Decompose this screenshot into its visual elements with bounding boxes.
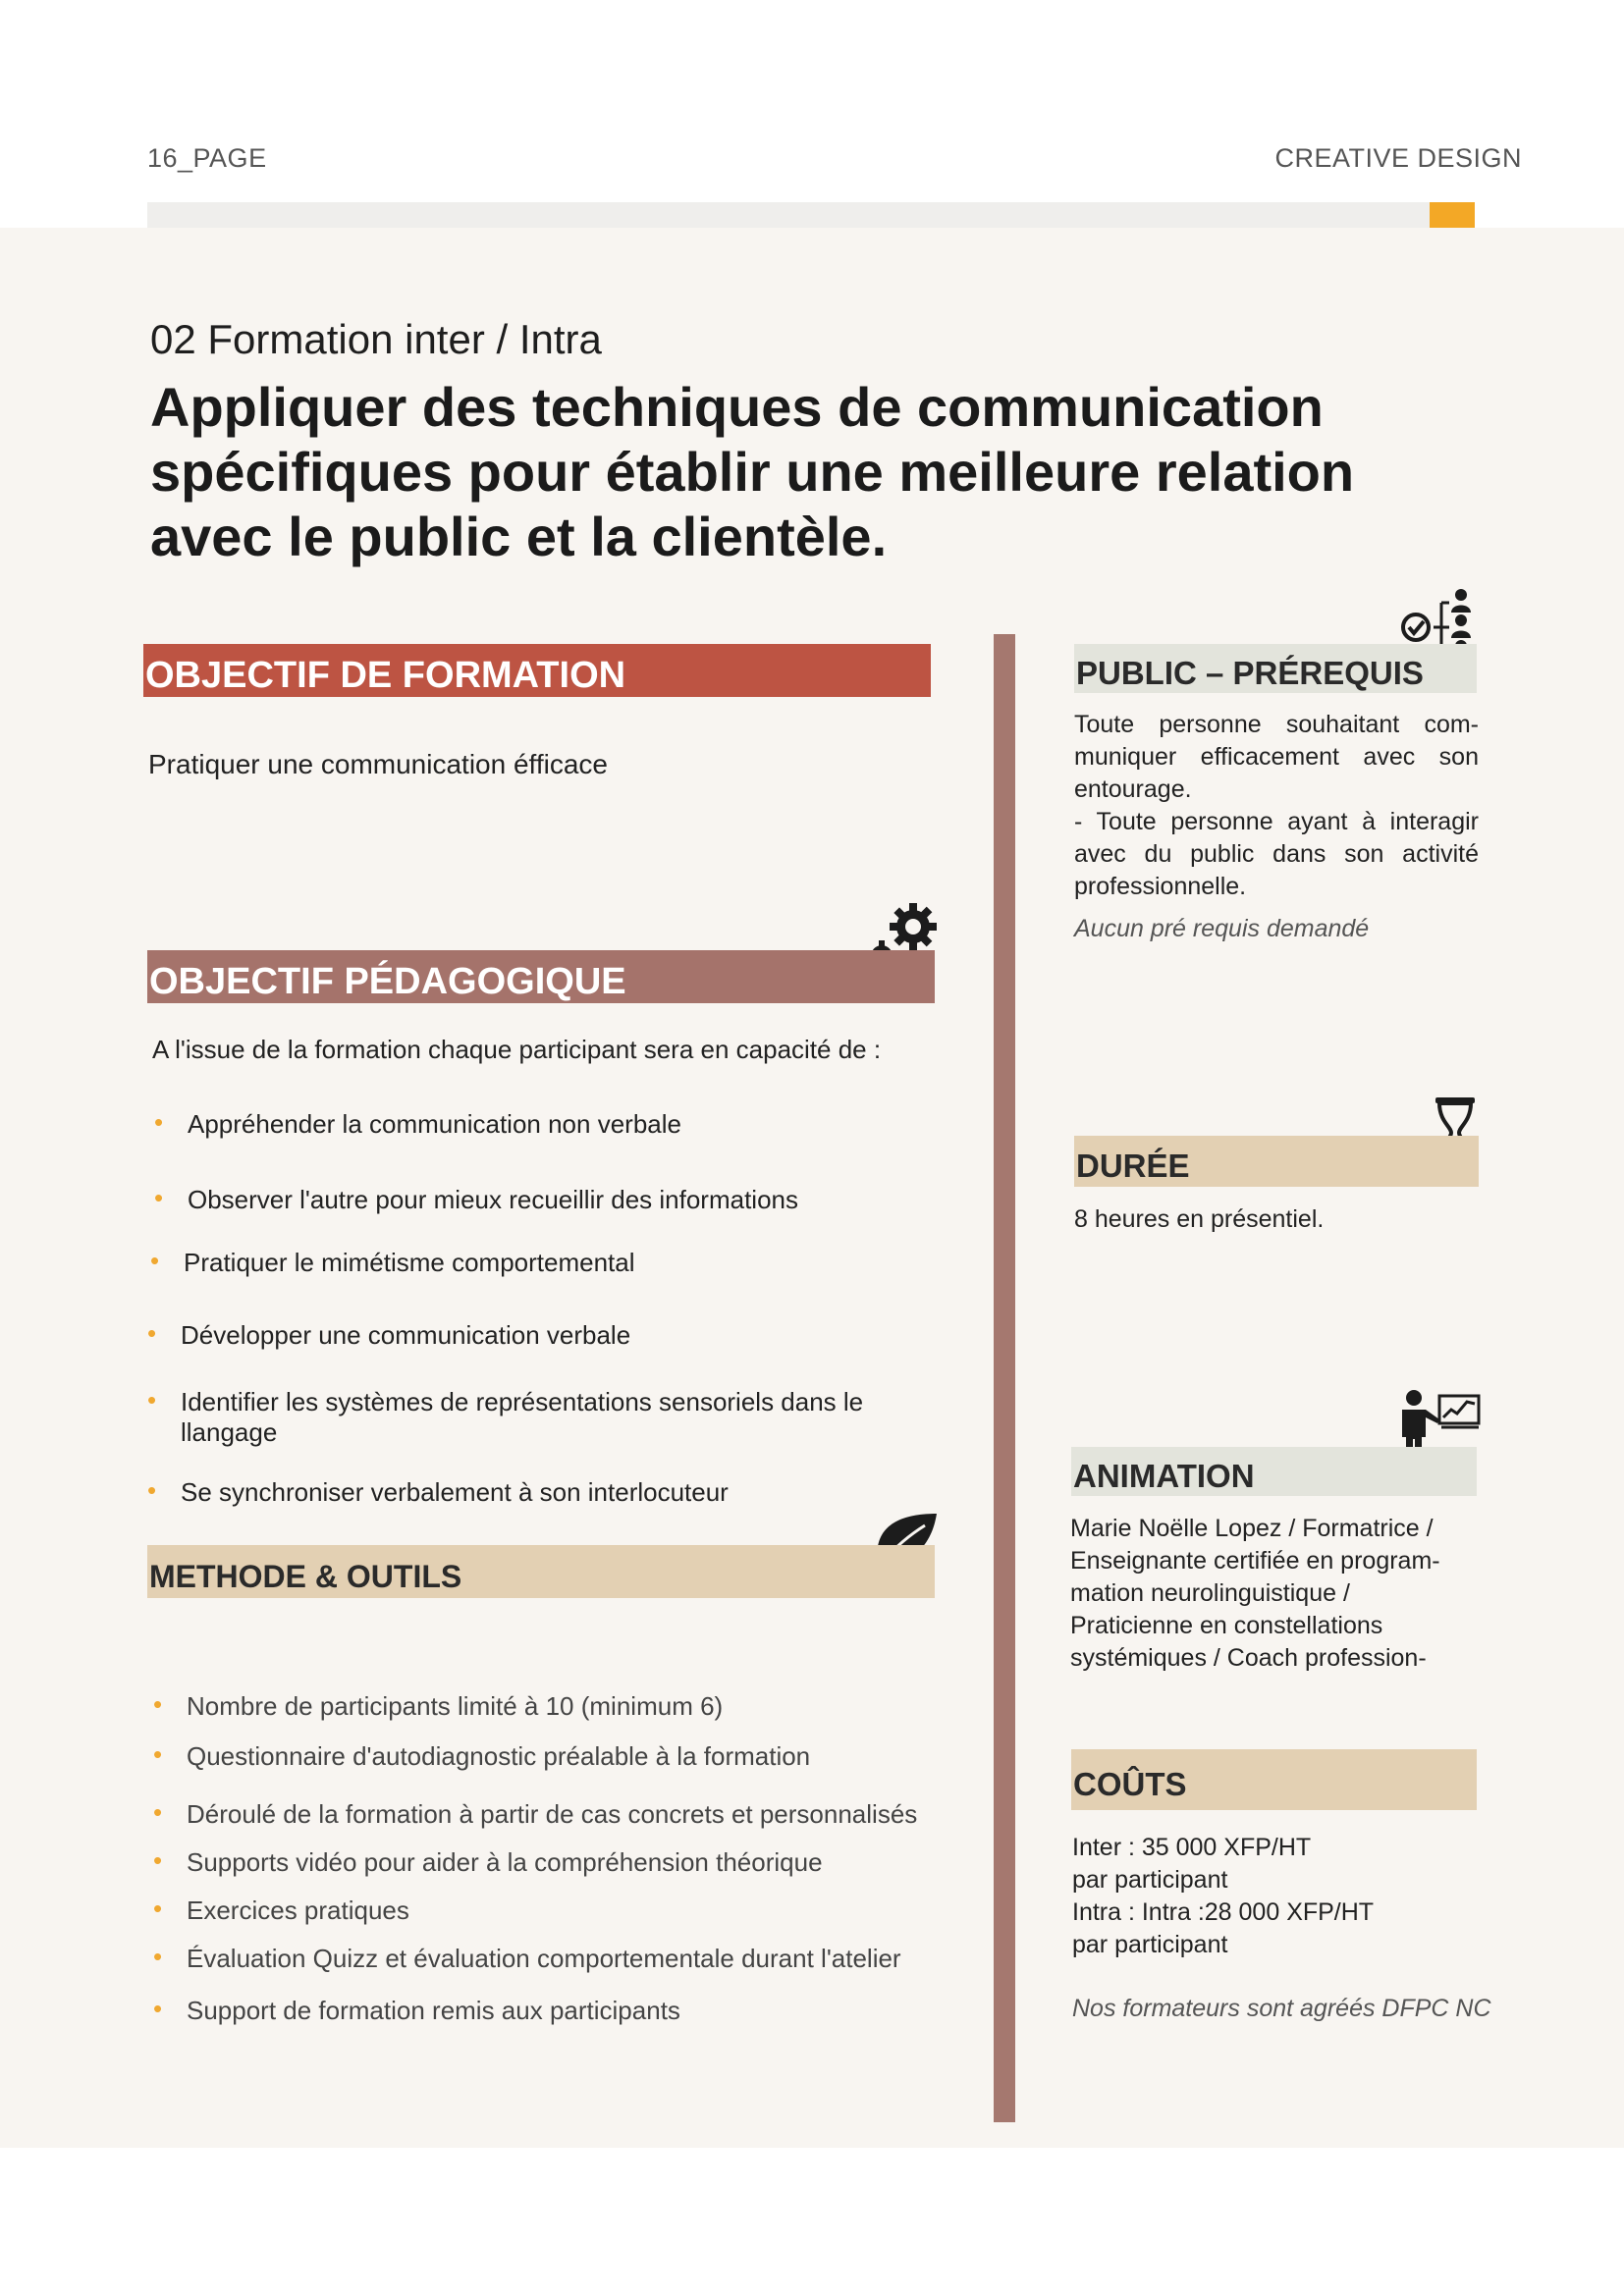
- list-item: • Supports vidéo pour aider à la compréhension théorique: [187, 1847, 823, 1878]
- public-description: [1074, 709, 1479, 945]
- couts-line: Intra : Intra :28 000 XFP/HT: [1072, 1898, 1375, 1926]
- couts-text: [1072, 1832, 1485, 1961]
- page-number: 16_PAGE: [147, 143, 267, 173]
- duree-heading: [1074, 1136, 1479, 1187]
- header-accent: [1430, 202, 1475, 228]
- objectif-formation-heading-text: OBJECTIF DE FORMATION: [145, 654, 626, 696]
- couts-heading-text: COÛTS: [1073, 1766, 1187, 1802]
- list-item: • Développer une communication verbale: [181, 1320, 630, 1351]
- list-item: • Questionnaire d'autodiagnostic préalable à la formation: [187, 1741, 810, 1772]
- couts-note: Nos formateurs sont agréés DFPC NC: [1072, 1995, 1491, 2022]
- public-line-2: - Toute personne ayant à interagir avec du public dans son activité professionnelle.: [1074, 808, 1479, 900]
- methode-outils-heading: [147, 1545, 935, 1598]
- animation-text: [1070, 1513, 1483, 1675]
- objectif-formation-heading: [143, 644, 931, 697]
- couts-line: par participant: [1072, 1866, 1228, 1894]
- list-item: • Évaluation Quizz et évaluation comportementale durant l'atelier: [187, 1944, 901, 1974]
- list-item: • Support de formation remis aux participants: [187, 1996, 680, 2026]
- running-head: CREATIVE DESIGN: [1274, 143, 1522, 173]
- list-item-text: Identifier les systèmes de représentations sensoriels dans le llangage: [181, 1387, 864, 1447]
- duree-text: 8 heures en présentiel.: [1074, 1205, 1325, 1233]
- animation-line: Enseignante certifiée en program-: [1070, 1547, 1440, 1575]
- public-prerequis-heading: [1074, 644, 1477, 693]
- list-item: • Exercices pratiques: [187, 1896, 409, 1926]
- list-item: [181, 1387, 888, 1448]
- public-note: Aucun pré requis demandé: [1074, 915, 1370, 942]
- formation-subtitle: 02 Formation inter / Intra: [150, 316, 602, 362]
- animation-line: mation neurolinguistique /: [1070, 1579, 1350, 1607]
- list-item: • Se synchroniser verbalement à son interlocuteur: [181, 1477, 729, 1508]
- methode-outils-heading-text: METHODE & OUTILS: [149, 1558, 462, 1594]
- duree-heading-text: DURÉE: [1076, 1148, 1190, 1184]
- list-item: • Nombre de participants limité à 10 (minimum 6): [187, 1691, 723, 1722]
- page-title: Appliquer des techniques de communication spécifiques pour établir une meilleure relation avec le public et la clientèle.: [150, 376, 1355, 567]
- column-divider: [994, 634, 1015, 2122]
- header-rule: [147, 202, 1430, 228]
- public-line-1: Toute personne souhaitant com-muniquer efficacement avec son entourage.: [1074, 711, 1479, 803]
- couts-heading: [1071, 1749, 1477, 1810]
- objectif-pedagogique-heading-text: OBJECTIF PÉDAGOGIQUE: [149, 960, 626, 1002]
- animation-line: Praticienne en constellations: [1070, 1612, 1383, 1639]
- public-prerequis-heading-text: PUBLIC – PRÉREQUIS: [1076, 655, 1424, 691]
- objectif-pedagogique-intro: A l'issue de la formation chaque participant sera en capacité de :: [152, 1035, 882, 1064]
- list-item: • Appréhender la communication non verbale: [188, 1109, 681, 1140]
- couts-line: Inter : 35 000 XFP/HT: [1072, 1834, 1312, 1861]
- animation-heading: [1071, 1447, 1477, 1496]
- animation-heading-text: ANIMATION: [1073, 1458, 1255, 1494]
- list-item: • Observer l'autre pour mieux recueillir des informations: [188, 1185, 798, 1215]
- animation-line: systémiques / Coach profession-: [1070, 1644, 1427, 1672]
- couts-line: par participant: [1072, 1931, 1228, 1958]
- animation-line: Marie Noëlle Lopez / Formatrice /: [1070, 1515, 1434, 1542]
- objectif-formation-text: Pratiquer une communication éfficace: [148, 749, 608, 779]
- list-item: • Déroulé de la formation à partir de cas concrets et personnalisés: [187, 1799, 917, 1830]
- objectif-pedagogique-heading: [147, 950, 935, 1003]
- list-item: • Pratiquer le mimétisme comportemental: [184, 1248, 635, 1278]
